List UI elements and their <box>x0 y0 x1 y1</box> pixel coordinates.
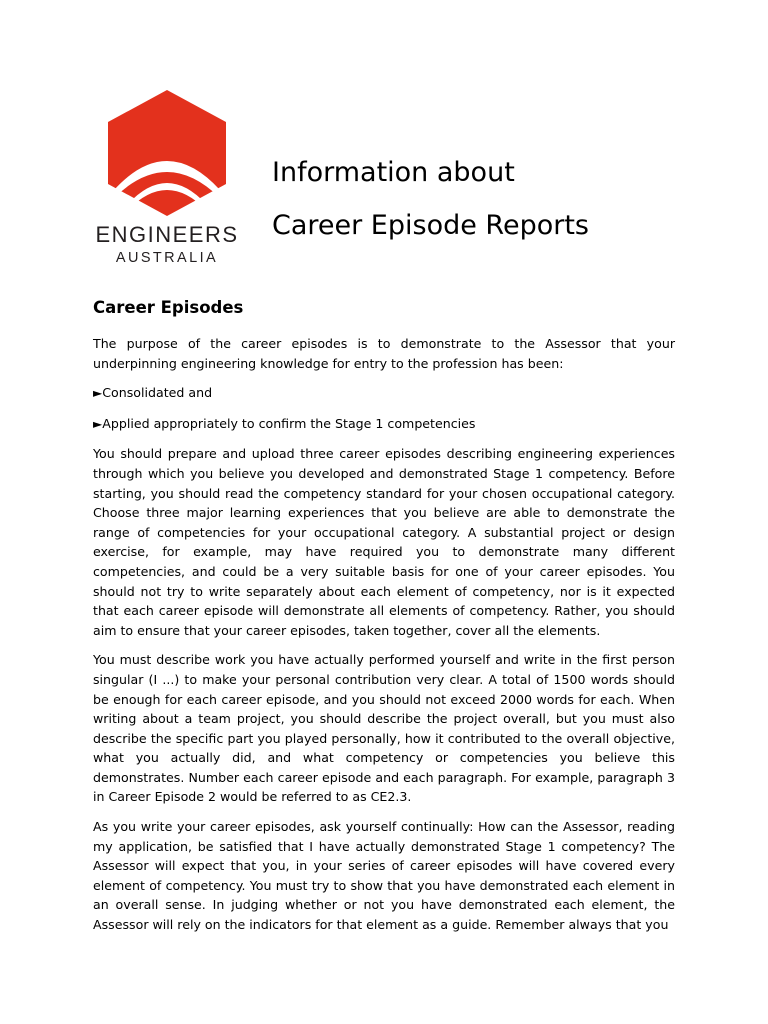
bullet-text: Consolidated and <box>102 385 213 401</box>
body-paragraph: You should prepare and upload three career episodes describing engineering experiences through which you believe you developed and demonstrated Stage 1 competency. Before starting, you should read the competency standard for your chosen occupational category. Choose three major learning experiences that you believe are able to demonstrate the range of competencies for your occupational category. A substantial project or design exercise, for example, may have required you to demonstrate many different competencies, and could be a very suitable basis for one of your career episodes. You should not try to write separately about each element of competency, nor is it expected that each career episode will demonstrate all elements of competency. Rather, you should aim to ensure that your career episodes, taken together, cover all the elements. <box>93 446 675 638</box>
logo-wordmark-line1: ENGINEERS <box>95 222 239 247</box>
engineers-australia-logo <box>92 86 242 272</box>
bullet-text: Applied appropriately to confirm the Stage 1 competencies <box>102 415 476 431</box>
logo-wordmark-line2: AUSTRALIA <box>115 250 219 266</box>
hexagon-logo-icon <box>92 86 242 226</box>
title-line-2: Career Episode Reports <box>272 210 589 241</box>
intro-paragraph: The purpose of the career episodes is to demonstrate to the Assessor that your underpinning engineering knowledge for entry to the profession has been: <box>93 336 675 371</box>
body-paragraph: You must describe work you have actually performed yourself and write in the first person singular (I ...) to make your personal contribution very clear. A total of 1500 words should be enough for each career episode, and you should not exceed 2000 words for each. When writing about a team project, you should describe the project overall, but you must also describe the specific part you played personally, how it contributed to the overall objective, what you actually did, and what competency or competencies you believe this demonstrates. Number each career episode and each paragraph. For example, paragraph 3 in Career Episode 2 would be referred to as CE2.3. <box>93 652 675 805</box>
section-heading: Career Episodes <box>93 298 244 317</box>
document-title <box>272 146 589 252</box>
arrow-bullet-icon: ► <box>93 416 103 431</box>
bullet-item <box>93 383 675 404</box>
body-paragraph: As you write your career episodes, ask yourself continually: How can the Assessor, reading my application, be satisfied that I have actually demonstrated Stage 1 competency? The Assessor will expect that you, in your series of career episodes will have covered every element of competency. You must try to show that you have demonstrated each element in an overall sense. In judging whether or not you have demonstrated each element, the Assessor will rely on the indicators for that element as a guide. Remember always that you <box>93 819 675 933</box>
bullet-item <box>93 414 675 435</box>
document-body <box>93 296 675 945</box>
arrow-bullet-icon: ► <box>93 386 103 401</box>
title-line-1: Information about <box>272 157 515 188</box>
